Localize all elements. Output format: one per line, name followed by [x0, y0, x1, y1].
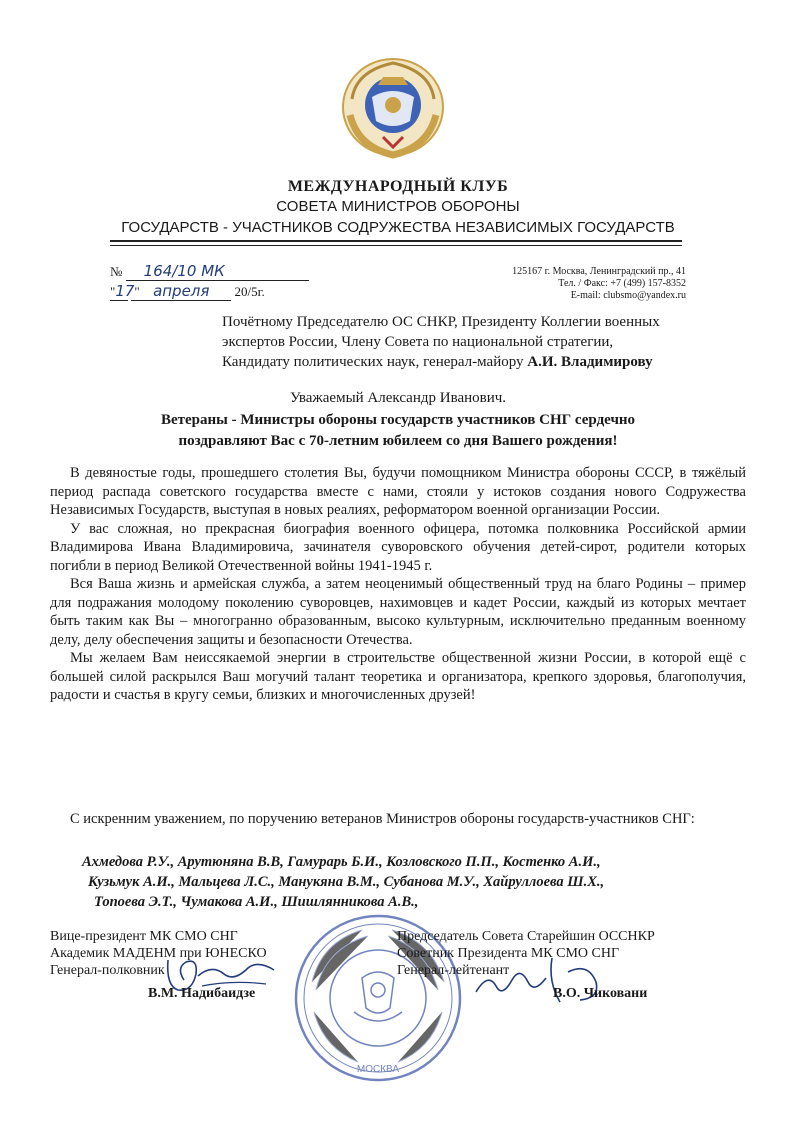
signatory-right-title1: Председатель Совета Старейшин ОССНКР [397, 929, 655, 944]
names-line: Топоева Э.Т., Чумакова А.И., Шишлянникова А.В., [94, 894, 419, 910]
contact-address: 125167 г. Москва, Ленинградский пр., 41 [512, 266, 686, 277]
org-title-line2: СОВЕТА МИНИСТРОВ ОБОРОНЫ [276, 198, 520, 215]
signatory-left-title2: Академик МАДЕНМ при ЮНЕСКО [50, 946, 267, 961]
names-line: Ахмедова Р.У., Арутюняна В.В, Гамурарь Б.И., Козловского П.П., Костенко А.И., [82, 854, 601, 870]
addressee-name: А.И. Владимирову [527, 354, 653, 370]
date-day: 17 [115, 282, 135, 300]
registration-date: "17" апреля 20/5г. [110, 282, 265, 300]
signatory-left-name: В.М. Надибаидзе [148, 986, 256, 1001]
congrats-line2: поздравляют Вас с 70-летним юбилеем со дня Вашего рождения! [178, 433, 618, 449]
body-paragraph: Мы желаем Вам неиссякаемой энергии в строительстве общественной жизни России, в которой ещё с большей силой раскрылся Ваш могучий талант теоретика и организатора, крепкого здоровья, благополучия, радости и счастья в кругу семьи, близких и многочисленных друзей! [50, 650, 746, 703]
congratulation-heading [0, 410, 796, 452]
signatory-left-title1: Вице-президент МК СМО СНГ [50, 929, 238, 944]
signatory-left-rank: Генерал-полковник [50, 963, 165, 978]
names-line: Кузьмук А.И., Мальцева Л.С., Манукяна В.М., Субанова М.У., Хайруллоева Ш.Х., [88, 874, 605, 890]
signature-right-icon [468, 952, 608, 1012]
body-paragraph: В девяностые годы, прошедшего столетия Вы, будучи помощником Министра обороны СССР, в тяжёлый период распада советского государства вместе с нами, стояли у истоков создания нового Содружества Независимых Государств, выступая в новых реалиях, реформатором военной организации России. [50, 465, 746, 518]
addressee-line3: Кандидату политических наук, генерал-майору А.И. Владимирову [222, 354, 653, 370]
org-title-line1: МЕЖДУНАРОДНЫЙ КЛУБ [287, 178, 509, 195]
addressee-block [222, 312, 742, 372]
date-year: 20/5г. [234, 284, 265, 299]
body-paragraph: У вас сложная, но прекрасная биография военного офицера, потомка полковника Российской армии Владимирова Ивана Владимировича, зачинателя суворовского обучения детей-сирот, родители которых погибли в период Великой Отечественной войны 1941-1945 г. [50, 520, 746, 574]
letter-body [50, 464, 746, 705]
addressee-line1: Почётному Председателю ОС СНКР, Президенту Коллегии военных [222, 314, 660, 330]
veteran-names [82, 852, 762, 912]
state-emblem-icon [338, 55, 448, 160]
letterhead-rule-thick [110, 240, 682, 242]
letterhead-rule-thin [110, 245, 682, 246]
signatory-right-name: В.О. Чиковани [553, 986, 648, 1001]
seal-city: МОСКВА [356, 1064, 400, 1075]
org-title-line3: ГОСУДАРСТВ - УЧАСТНИКОВ СОДРУЖЕСТВА НЕЗАВИСИМЫХ ГОСУДАРСТВ [121, 219, 675, 236]
closing-remark: С искренним уважением, по поручению ветеранов Министров обороны государств-участников СНГ: [70, 811, 695, 827]
signatory-right-rank: Генерал-лейтенант [397, 963, 510, 978]
registration-number-value: 164/10 МК [143, 262, 225, 280]
signatory-right-title2: Советник Президента МК СМО СНГ [397, 946, 620, 961]
body-paragraph: Вся Ваша жизнь и армейская служба, а затем неоценимый общественный труд на благо Родины – пример для подражания молодому поколению суворовцев, нахимовцев и кадет России, каждый из которых мечтает быть таким как Вы – многогранно образованным, высоко культурным, исключительно преданным военному делу, делу обеспечения защиты и безопасности Отечества. [50, 576, 746, 648]
congrats-line1: Ветераны - Министры обороны государств участников СНГ сердечно [160, 412, 636, 428]
salutation: Уважаемый Александр Иванович. [289, 390, 507, 406]
contact-email: E-mail: clubsmo@yandex.ru [570, 290, 686, 301]
addressee-line2: экспертов России, Члену Совета по национальной стратегии, [222, 334, 614, 350]
registration-number: № 164/10 МК [110, 262, 309, 281]
contact-phone: Тел. / Факс: +7 (499) 157-8352 [558, 278, 686, 289]
date-month: апреля [153, 282, 210, 300]
contact-block [512, 266, 686, 302]
